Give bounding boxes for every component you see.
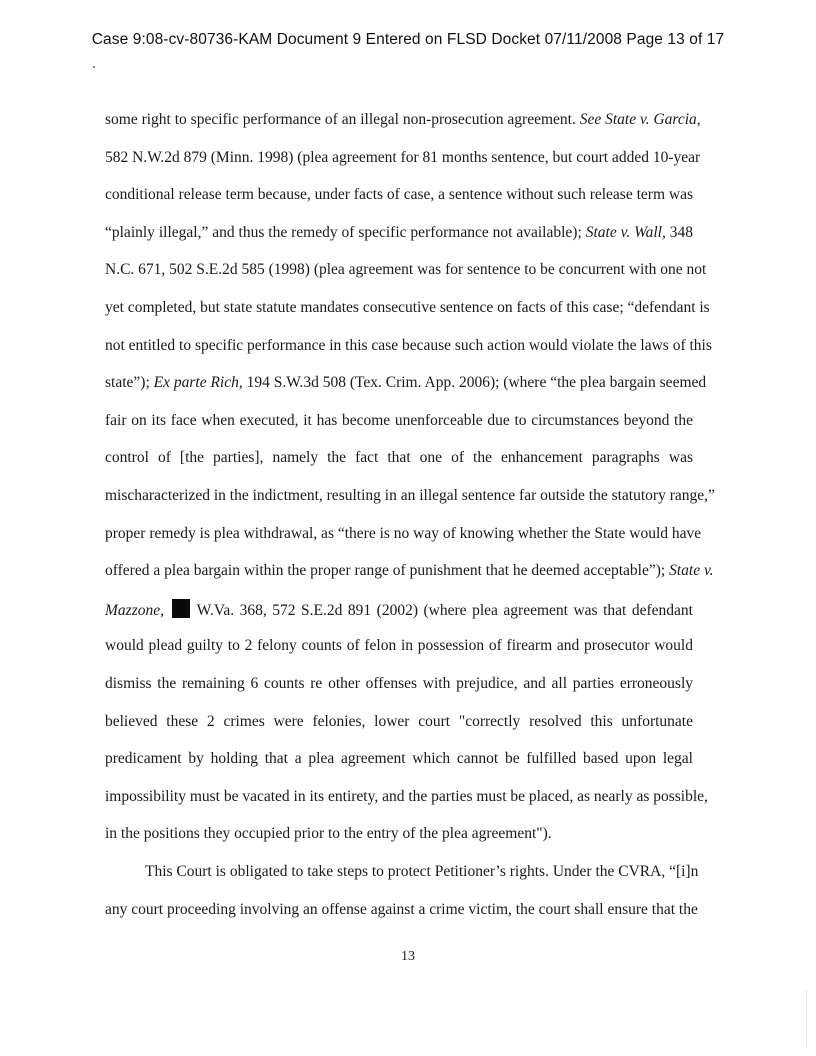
text-line: impossibility must be vacated in its entirety, and the parties must be placed, as nearly as possible, — [105, 787, 708, 805]
text-line: proper remedy is plea withdrawal, as “there is no way of knowing whether the State would have — [105, 524, 702, 542]
text-line: conditional release term because, under facts of case, a sentence without such release term was — [105, 186, 693, 204]
case-citation: Ex parte Rich, — [153, 374, 243, 392]
text-line: mischaracterized in the indictment, resulting in an illegal sentence far outside the statutory range,” — [105, 487, 715, 504]
text-line: some right to specific performance of an illegal non-prosecution agreement. See State v. Garcia, — [105, 111, 701, 128]
scan-edge-mark — [806, 990, 807, 1046]
text-line: yet completed, but state statute mandates consecutive sentence on facts of this case; “defendant is — [105, 299, 710, 316]
scan-speck — [93, 66, 95, 68]
text-line: “plainly illegal,” and thus the remedy of specific performance not available); State v. Wall, 348 — [105, 223, 694, 241]
text-line: 582 N.W.2d 879 (Minn. 1998) (plea agreement for 81 months sentence, but court added 10-year — [105, 148, 701, 166]
case-citation: Mazzone, — [105, 601, 164, 619]
case-citation: State v. Wall, — [585, 223, 666, 241]
text-line: predicament by holding that a plea agreement which cannot be fulfilled based upon legal — [105, 750, 693, 768]
text-line: offered a plea bargain within the proper range of punishment that he deemed acceptable”); State v. — [105, 562, 714, 580]
text-line: in the positions they occupied prior to the entry of the plea agreement"). — [105, 825, 552, 843]
text-line: dismiss the remaining 6 counts re other offenses with prejudice, and all parties erroneously — [105, 675, 693, 692]
text-line: This Court is obligated to take steps to protect Petitioner’s rights. Under the CVRA, “[i]n — [145, 863, 699, 880]
text-line: state”); Ex parte Rich, 194 S.W.3d 508 (Tex. Crim. App. 2006); (where “the plea bargain seemed — [105, 374, 707, 392]
text-line: not entitled to specific performance in this case because such action would violate the laws of this — [105, 336, 712, 354]
redaction-box — [172, 599, 190, 618]
page-number: 13 — [401, 949, 415, 965]
case-citation: See State v. Garcia, — [579, 111, 701, 128]
text-line: fair on its face when executed, it has become unenforceable due to circumstances beyond the — [105, 411, 693, 429]
text-line: believed these 2 crimes were felonies, lower court "correctly resolved this unfortunate — [105, 712, 693, 730]
text-line: N.C. 671, 502 S.E.2d 585 (1998) (plea agreement was for sentence to be concurrent with one not — [105, 261, 707, 279]
docket-header: Case 9:08-cv-80736-KAM Document 9 Entered on FLSD Docket 07/11/2008 Page 13 of 17 — [91, 31, 725, 48]
text-line: Mazzone, W.Va. 368, 572 S.E.2d 891 (2002) (where plea agreement was that defendant — [105, 599, 693, 621]
text-line: control of [the parties], namely the fact that one of the enhancement paragraphs was — [105, 449, 693, 467]
case-citation: State v. — [669, 562, 714, 580]
text-line: any court proceeding involving an offense against a crime victim, the court shall ensure that the — [105, 900, 698, 918]
text-line: would plead guilty to 2 felony counts of felon in possession of firearm and prosecutor would — [105, 637, 693, 655]
